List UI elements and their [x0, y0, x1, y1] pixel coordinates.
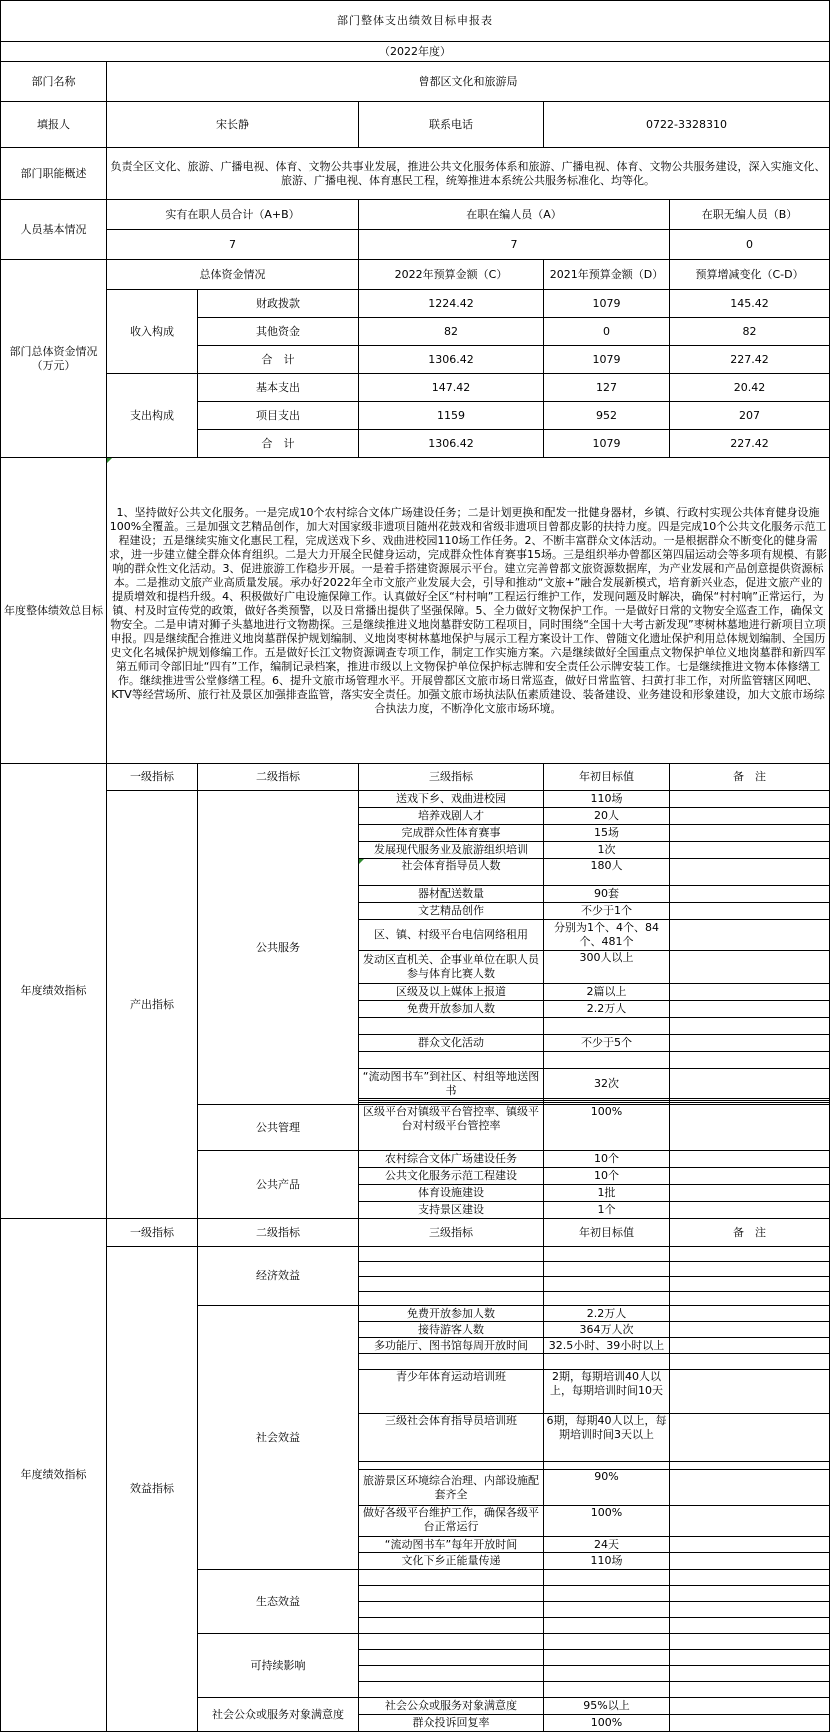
indicator-remark — [670, 951, 830, 984]
income-row-c: 1224.42 — [359, 290, 544, 318]
duties-text: 负责全区文化、旅游、广播电视、体育、文物公共事业发展，推进公共文化服务体系和旅游、广播电视、体育、文物公共服务建设，深入实施文化、旅游、广播电视、体育惠民工程，统筹推进本系统公共服务标准化、均等化。 — [107, 148, 830, 200]
indicator-remark — [670, 920, 830, 951]
indicator-name: 支持景区建设 — [359, 1202, 544, 1219]
indicator-name: 三级社会体育指导员培训班 — [359, 1414, 544, 1462]
indicator-name: 器材配送数量 — [359, 886, 544, 903]
indicator-name: 群众文化活动 — [359, 1035, 544, 1052]
indicator-name: 旅游景区环境综合治理、内部设施配套齐全 — [359, 1470, 544, 1506]
indicator-remark — [670, 859, 830, 886]
col-header-level2: 二级指标 — [198, 1219, 359, 1247]
expense-row-name: 基本支出 — [198, 374, 359, 402]
indicator-name: 社会体育指导员人数 — [359, 859, 544, 886]
indicator-remark — [670, 791, 830, 808]
col-header-level3: 三级指标 — [359, 764, 544, 791]
benefit-section-label: 年度绩效指标 — [1, 1219, 107, 1732]
indicator-remark — [670, 1001, 830, 1018]
col-header-level3: 三级指标 — [359, 1219, 544, 1247]
indicator-name: 区级平台对镇级平台管控率、镇级平台对村级平台管控率 — [359, 1105, 544, 1151]
income-label: 收入构成 — [107, 290, 198, 374]
indicator-name: 社会公众或服务对象满意度 — [359, 1698, 544, 1715]
indicator-target: 364万人次 — [544, 1322, 670, 1338]
funds-label: 部门总体资金情况（万元） — [1, 260, 107, 458]
indicator-target: 1批 — [544, 1185, 670, 1202]
indicator-target: 10个 — [544, 1168, 670, 1185]
expense-row-diff: 20.42 — [670, 374, 830, 402]
staff-header-total: 实有在职人员合计（A+B） — [107, 200, 359, 230]
col-header-remark: 备 注 — [670, 1219, 830, 1247]
indicator-name: 文化下乡正能量传递 — [359, 1553, 544, 1570]
indicator-remark — [670, 1185, 830, 1202]
indicator-name: 发展现代服务业及旅游组织培训 — [359, 842, 544, 859]
col-header-target: 年初目标值 — [544, 764, 670, 791]
level2-public-products: 公共产品 — [198, 1151, 359, 1219]
col-header-remark: 备 注 — [670, 764, 830, 791]
indicator-target: 100% — [544, 1105, 670, 1151]
indicator-target: 90% — [544, 1470, 670, 1506]
duties-label: 部门职能概述 — [1, 148, 107, 200]
indicator-name: 发动区直机关、企事业单位在职人员参与体育比赛人数 — [359, 951, 544, 984]
indicator-remark — [670, 1168, 830, 1185]
indicator-remark — [670, 1035, 830, 1052]
indicator-target: 95%以上 — [544, 1698, 670, 1715]
indicator-remark — [670, 808, 830, 825]
indicator-target: 6期，每期40人以上，每期培训时间3天以上 — [544, 1414, 670, 1462]
indicator-name: 免费开放参加人数 — [359, 1001, 544, 1018]
indicator-name: 完成群众性体育赛事 — [359, 825, 544, 842]
indicator-target: 300人以上 — [544, 951, 670, 984]
indicator-name: 群众投诉回复率 — [359, 1715, 544, 1732]
benefit-level1: 效益指标 — [107, 1247, 198, 1732]
staff-b: 0 — [670, 230, 830, 260]
contact-phone: 0722-3328310 — [544, 102, 830, 148]
expense-row-c: 147.42 — [359, 374, 544, 402]
indicator-target: 100% — [544, 1715, 670, 1732]
indicator-name: 青少年体育运动培训班 — [359, 1370, 544, 1414]
expense-row-d: 127 — [544, 374, 670, 402]
page-title: 部门整体支出绩效目标申报表 — [1, 1, 830, 42]
indicator-target: 2期，每期培训40人以上，每期培训时间10天 — [544, 1370, 670, 1414]
output-level1: 产出指标 — [107, 791, 198, 1219]
indicator-remark — [670, 1506, 830, 1537]
income-row-diff: 82 — [670, 318, 830, 346]
indicator-remark — [670, 1069, 830, 1099]
indicator-target: 2.2万人 — [544, 1001, 670, 1018]
indicator-name: 多功能厅、图书馆每周开放时间 — [359, 1338, 544, 1354]
indicator-target: 1次 — [544, 842, 670, 859]
indicator-remark — [670, 1414, 830, 1462]
level2-economic: 经济效益 — [198, 1247, 359, 1306]
expense-row-diff: 207 — [670, 402, 830, 430]
indicator-remark — [670, 1553, 830, 1570]
indicator-name: “流动图书车”到社区、村组等地送图书 — [359, 1069, 544, 1099]
indicator-target: 20人 — [544, 808, 670, 825]
indicator-target: 15场 — [544, 825, 670, 842]
indicator-remark — [670, 1151, 830, 1168]
expense-row-name: 项目支出 — [198, 402, 359, 430]
goals-text: 1、坚持做好公共文化服务。一是完成10个农村综合文体广场建设任务；二是计划更换和配发一批健身器材，乡镇、行政村实现公共体育健身设施100%全覆盖。三是加强文艺精品创作，加大对国家级非遗项目随州花鼓戏和省级非遗项目曾都皮影的扶持力度。四是完成10个公共文化服务示范工程建设；五是继续实施文化惠民工程，完成送戏下乡、戏曲进校园110场工作任务。2、不断丰富群众文体活动。一是根据群众不断变化的健身需求，进一步建立健全群众体育组织。二是大力开展全民健身运动，完成群众性体育赛事15场。三是组织举办曾都区第四届运动会等多项有规模、有影响的群众性文化活动。3、促进旅游工作稳步开展。一是着手搭建资源展示平台。建立完善曾都文旅资源数据库，为产业发展和产品创意提供资源标本。二是推动文旅产业高质量发展。承办好2022年全市文旅产业发展大会，引导和推动“文旅+”融合发展新模式，培育新兴业态，促进文旅产业的提质增效和提档升级。4、积极做好广电设施保障工作。认真做好全区“村村响”工程运行维护工作，发现问题及时解决，确保“村村响”正常运行，为镇、村及时宣传党的政策，做好各类预警，以及日常播出提供了坚强保障。5、全力做好文物保护工作。一是做好日常的文物安全巡查工作，确保文物安全。二是申请对狮子头墓地进行文物勘探。三是继续推进义地岗墓群安防工程项目，同时围绕“全国十大考古新发现”枣树林墓地进行新项目立项申报。四是继续配合推进义地岗墓群保护规划编制、义地岗枣树林墓地保护与展示工程方案设计工作、曾随文化遗址保护利用总体规划编制、全国历史文化名城保护规划修编工作。五是做好长江文物资源调查专项工作，制定工作实施方案。六是继续做好全国重点文物保护单位义地岗墓群和新四军第五师司令部旧址“四有”工作，编制记录档案，推进市级以上文物保护单位保护标志牌和安全责任公示牌安装工作。七是继续推进文物本体修缮工作。继续推进雪公堂修缮工程。6、提升文旅市场管理水平。开展曾都区文旅市场日常巡查，做好日常监管、扫黄打非工作，对所监管辖区网吧、KTV等经营场所、旅行社及景区加强排查监管，落实安全责任。加强文旅市场执法队伍素质建设、装备建设、业务建设和形象建设，加大文旅市场综合执法力度，不断净化文旅市场环境。 — [107, 458, 830, 764]
indicator-remark — [670, 1537, 830, 1553]
indicator-name: 区级及以上媒体上报道 — [359, 984, 544, 1001]
level2-sustainable: 可持续影响 — [198, 1634, 359, 1698]
indicator-remark — [670, 1105, 830, 1151]
income-row-d: 0 — [544, 318, 670, 346]
indicator-remark — [670, 886, 830, 903]
expense-row-d: 952 — [544, 402, 670, 430]
dept-label: 部门名称 — [1, 62, 107, 102]
expense-row-c: 1159 — [359, 402, 544, 430]
indicator-remark — [670, 1715, 830, 1732]
indicator-name: 送戏下乡、戏曲进校园 — [359, 791, 544, 808]
income-row-name: 财政拨款 — [198, 290, 359, 318]
funds-header-d: 2021年预算金额（D） — [544, 260, 670, 290]
indicator-target: 1个 — [544, 1202, 670, 1219]
indicator-remark — [670, 825, 830, 842]
indicator-name: “流动图书车”每年开放时间 — [359, 1537, 544, 1553]
indicator-name: 区、镇、村级平台电信网络租用 — [359, 920, 544, 951]
income-row-c: 1306.42 — [359, 346, 544, 374]
indicator-remark — [670, 1322, 830, 1338]
contact-label: 联系电话 — [359, 102, 544, 148]
indicator-remark — [670, 842, 830, 859]
indicator-remark — [670, 1370, 830, 1414]
income-row-c: 82 — [359, 318, 544, 346]
income-row-name: 其他资金 — [198, 318, 359, 346]
income-row-diff: 145.42 — [670, 290, 830, 318]
expense-row-diff: 227.42 — [670, 430, 830, 458]
dept-value: 曾都区文化和旅游局 — [107, 62, 830, 102]
level2-satisfaction: 社会公众或服务对象满意度 — [198, 1698, 359, 1732]
funds-header-diff: 预算增减变化（C-D） — [670, 260, 830, 290]
indicator-target: 不少于1个 — [544, 903, 670, 920]
expense-row-c: 1306.42 — [359, 430, 544, 458]
indicator-remark — [670, 1698, 830, 1715]
goals-label: 年度整体绩效总目标 — [1, 458, 107, 764]
col-header-level2: 二级指标 — [198, 764, 359, 791]
indicator-target: 110场 — [544, 1553, 670, 1570]
col-header-target: 年初目标值 — [544, 1219, 670, 1247]
indicator-name: 做好各级平台维护工作，确保各级平台正常运行 — [359, 1506, 544, 1537]
level2-social: 社会效益 — [198, 1306, 359, 1570]
staff-header-a: 在职在编人员（A） — [359, 200, 670, 230]
indicator-remark — [670, 903, 830, 920]
level2-ecological: 生态效益 — [198, 1570, 359, 1634]
expense-label: 支出构成 — [107, 374, 198, 458]
indicator-target: 32.5小时、39小时以上 — [544, 1338, 670, 1354]
level2-public-management: 公共管理 — [198, 1105, 359, 1151]
indicator-target: 90套 — [544, 886, 670, 903]
staff-a: 7 — [359, 230, 670, 260]
indicator-target: 180人 — [544, 859, 670, 886]
indicator-target: 100% — [544, 1506, 670, 1537]
level2-public-service: 公共服务 — [198, 791, 359, 1105]
indicator-remark — [670, 1470, 830, 1506]
expense-row-d: 1079 — [544, 430, 670, 458]
staff-label: 人员基本情况 — [1, 200, 107, 260]
col-header-level1: 一级指标 — [107, 764, 198, 791]
indicator-target: 分别为1个、4个、84个、481个 — [544, 920, 670, 951]
indicator-target: 10个 — [544, 1151, 670, 1168]
funds-header-c: 2022年预算金额（C） — [359, 260, 544, 290]
indicator-remark — [670, 984, 830, 1001]
staff-total: 7 — [107, 230, 359, 260]
indicator-name: 接待游客人数 — [359, 1322, 544, 1338]
indicator-target: 24天 — [544, 1537, 670, 1553]
col-header-level1: 一级指标 — [107, 1219, 198, 1247]
income-row-d: 1079 — [544, 290, 670, 318]
indicator-target: 2篇以上 — [544, 984, 670, 1001]
indicator-remark — [670, 1306, 830, 1322]
indicator-name: 体育设施建设 — [359, 1185, 544, 1202]
staff-header-b: 在职无编人员（B） — [670, 200, 830, 230]
indicator-name: 农村综合文体广场建设任务 — [359, 1151, 544, 1168]
indicator-name: 培养戏剧人才 — [359, 808, 544, 825]
indicator-remark — [670, 1202, 830, 1219]
output-section-label: 年度绩效指标 — [1, 764, 107, 1219]
indicator-target: 110场 — [544, 791, 670, 808]
indicator-target: 2.2万人 — [544, 1306, 670, 1322]
filler-name: 宋长静 — [107, 102, 359, 148]
indicator-name: 免费开放参加人数 — [359, 1306, 544, 1322]
filler-label: 填报人 — [1, 102, 107, 148]
income-row-name: 合 计 — [198, 346, 359, 374]
income-row-d: 1079 — [544, 346, 670, 374]
income-row-diff: 227.42 — [670, 346, 830, 374]
indicator-name: 文艺精品创作 — [359, 903, 544, 920]
expense-row-name: 合 计 — [198, 430, 359, 458]
indicator-target: 不少于5个 — [544, 1035, 670, 1052]
indicator-target: 32次 — [544, 1069, 670, 1099]
indicator-name: 公共文化服务示范工程建设 — [359, 1168, 544, 1185]
indicator-remark — [670, 1338, 830, 1354]
funds-header-overall: 总体资金情况 — [107, 260, 359, 290]
year-label: （2022年度） — [1, 42, 830, 62]
